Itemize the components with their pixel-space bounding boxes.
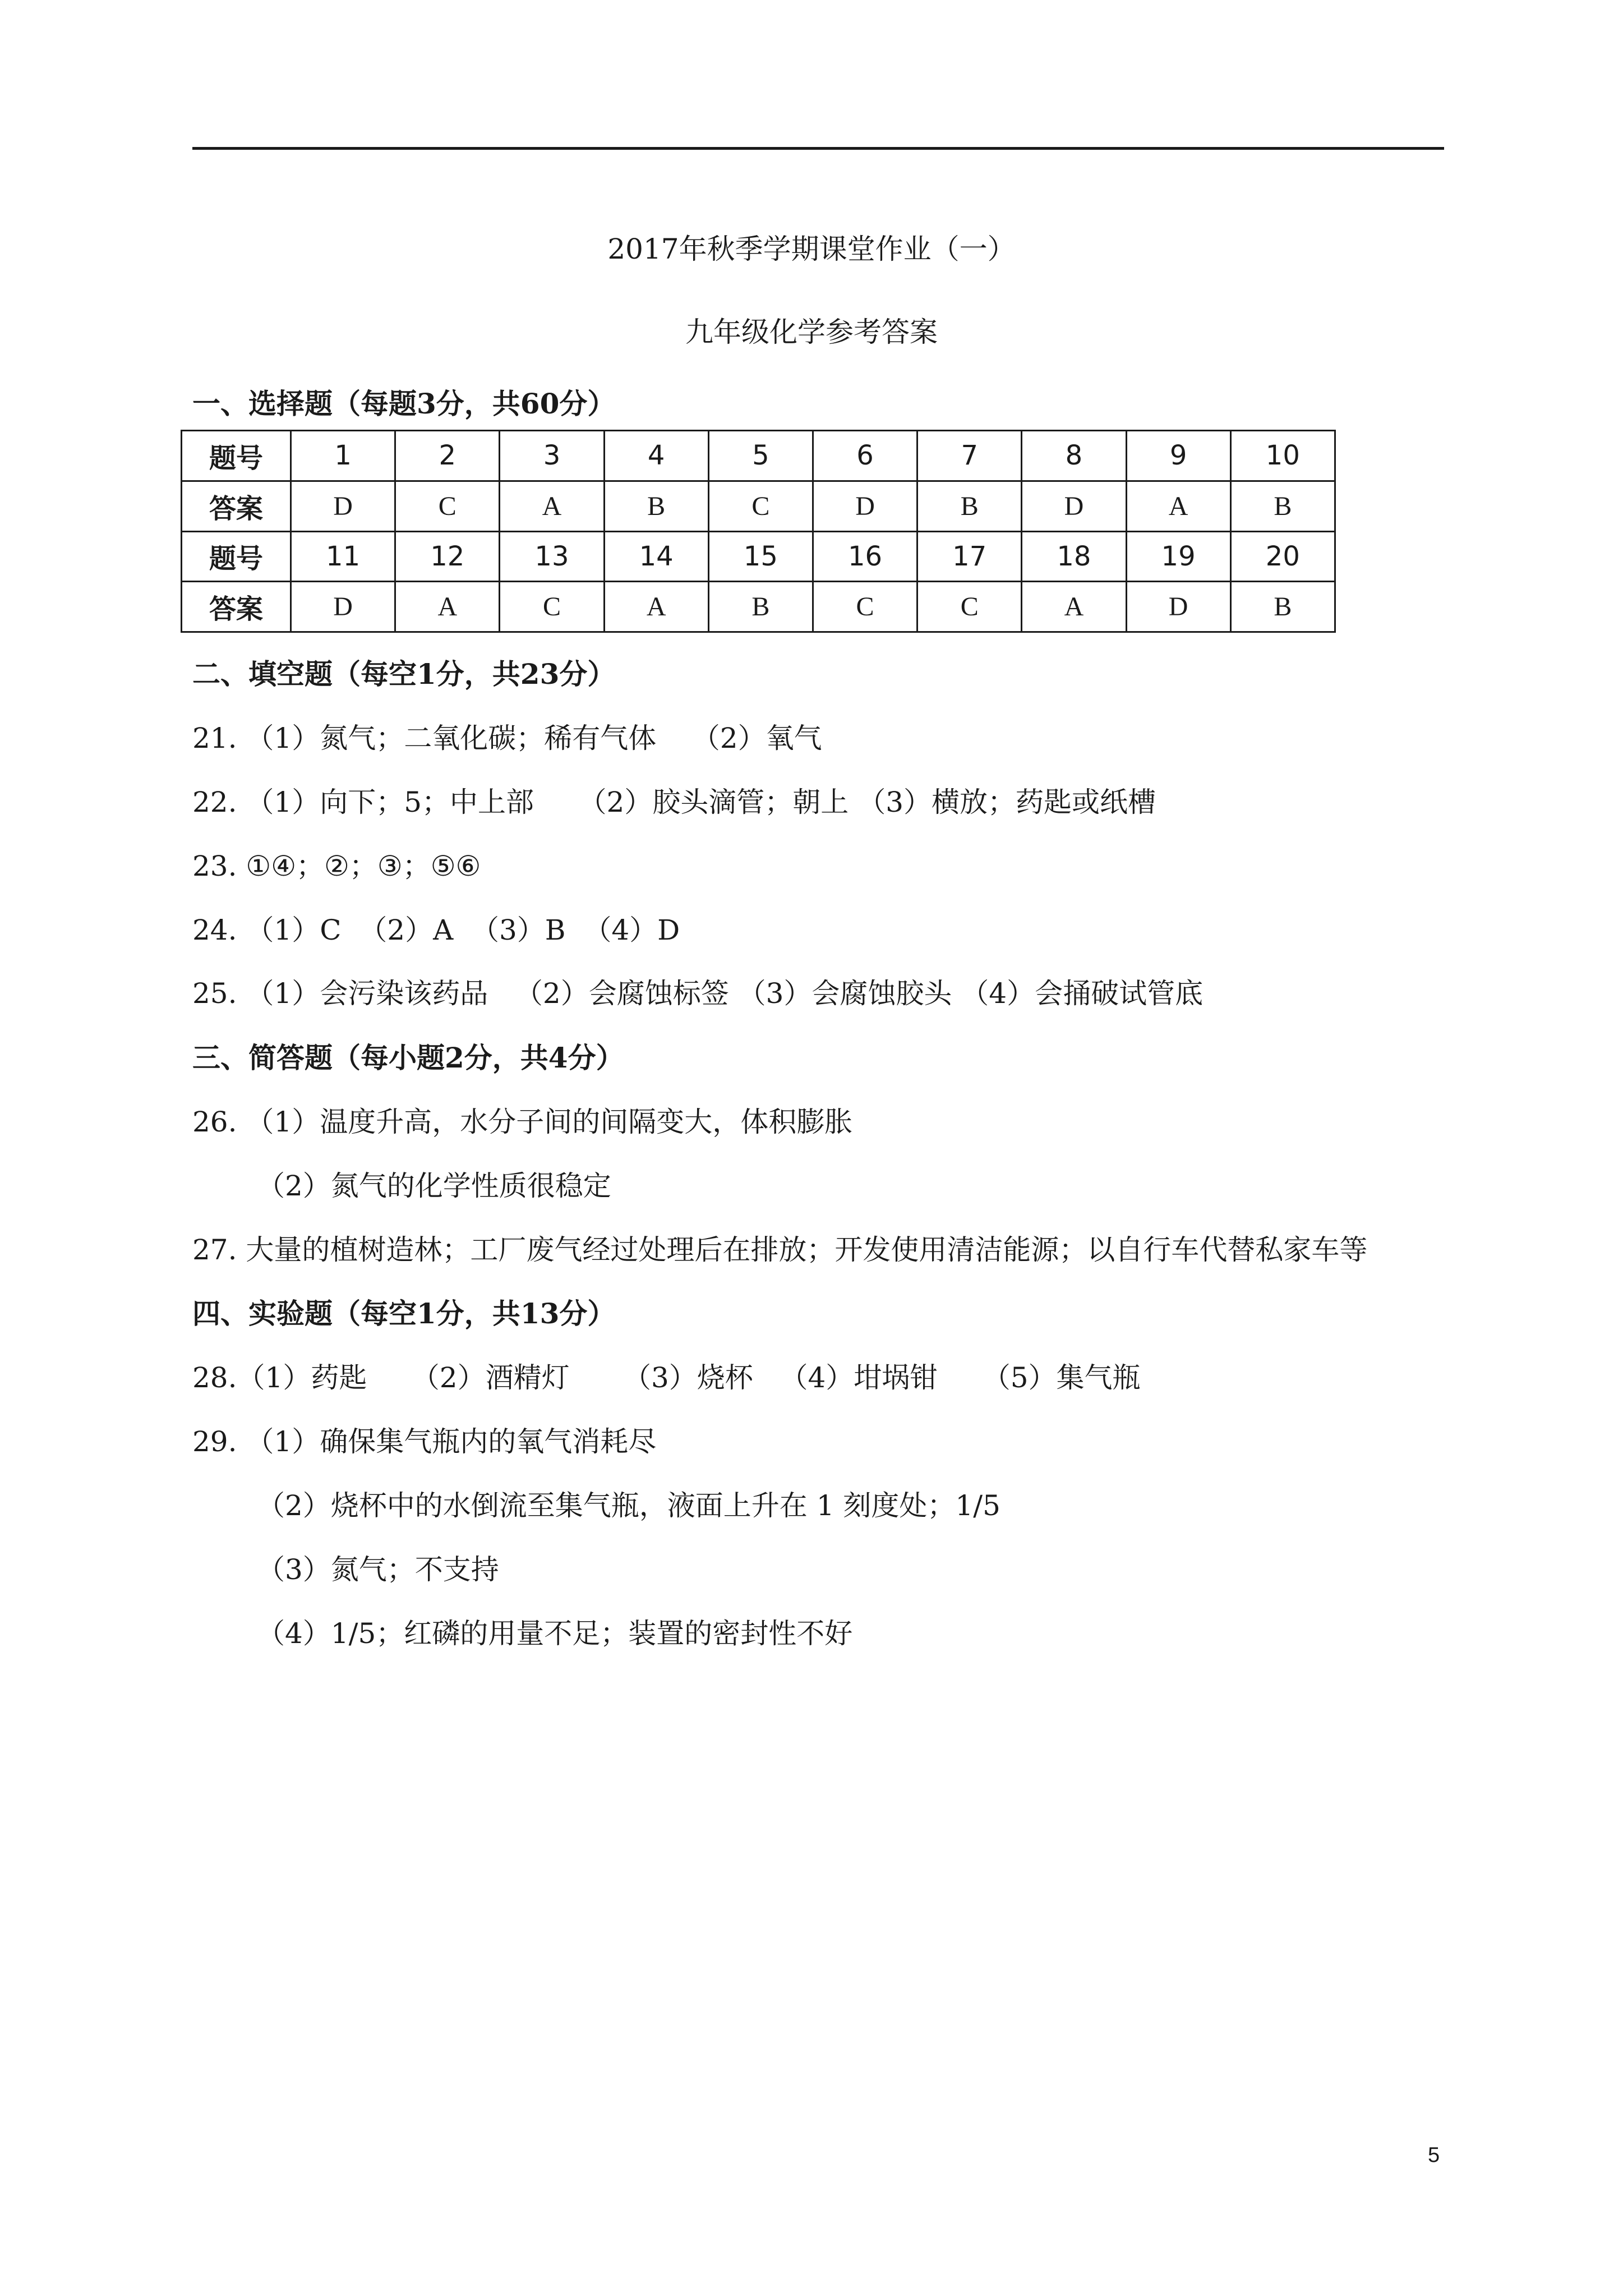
- answer-cell: C: [500, 582, 604, 632]
- answer-cell: C: [917, 582, 1022, 632]
- document-title: 2017年秋季学期课堂作业（一）: [607, 233, 1016, 265]
- question-number-cell: 14: [604, 531, 708, 582]
- question-number-cell: 3: [500, 431, 604, 481]
- answer-line-24: 24. （1）C （2）A （3）B （4）D: [192, 914, 680, 946]
- table-row-answers-1: [182, 481, 1335, 531]
- header-rule: [192, 147, 1444, 150]
- row-label-answer: 答案: [182, 582, 291, 632]
- answer-cell: A: [1022, 582, 1126, 632]
- answer-cell: B: [917, 481, 1022, 531]
- section-heading-fill-blank: 二、填空题（每空1分，共23分）: [192, 657, 616, 691]
- question-number-cell: 15: [708, 531, 813, 582]
- answer-cell: B: [604, 481, 708, 531]
- answer-cell: D: [813, 481, 917, 531]
- answer-cell: A: [1126, 481, 1230, 531]
- row-label-number: 题号: [182, 431, 291, 481]
- answer-line-27: 27. 大量的植树造林；工厂废气经过处理后在排放；开发使用清洁能源；以自行车代替私家车等: [192, 1234, 1368, 1266]
- answer-cell: A: [500, 481, 604, 531]
- answer-cell: A: [604, 582, 708, 632]
- question-number-cell: 7: [917, 431, 1022, 481]
- answer-cell: B: [1230, 481, 1335, 531]
- document-subtitle: 九年级化学参考答案: [685, 316, 938, 348]
- question-number-cell: 19: [1126, 531, 1230, 582]
- question-number-cell: 13: [500, 531, 604, 582]
- answer-line-23: 23. ①④；②；③；⑤⑥: [192, 850, 481, 882]
- answer-line-25: 25. （1）会污染该药品 （2）会腐蚀标签 （3）会腐蚀胶头 （4）会捅破试管底: [192, 977, 1204, 1010]
- question-number-cell: 5: [708, 431, 813, 481]
- answer-cell: D: [291, 481, 395, 531]
- question-number-cell: 6: [813, 431, 917, 481]
- section-heading-choice: 一、选择题（每题3分，共60分）: [192, 387, 616, 420]
- answer-table: [181, 430, 1336, 633]
- answer-line-21: 21. （1）氮气；二氧化碳；稀有气体 （2）氧气: [192, 722, 822, 754]
- answer-line-29-3: （3）氮气；不支持: [257, 1553, 499, 1586]
- answer-cell: D: [1022, 481, 1126, 531]
- answer-line-29-1: 29. （1）确保集气瓶内的氧气消耗尽: [192, 1425, 657, 1458]
- answer-line-26-2: （2）氮气的化学性质很稳定: [257, 1170, 611, 1202]
- table-row-answers-2: [182, 582, 1335, 632]
- table-row-numbers-2: [182, 531, 1335, 582]
- answer-line-22: 22. （1）向下；5；中上部 （2）胶头滴管；朝上 （3）横放；药匙或纸槽: [192, 786, 1156, 818]
- answer-cell: A: [395, 582, 500, 632]
- answer-line-26-1: 26. （1）温度升高，水分子间的间隔变大，体积膨胀: [192, 1106, 853, 1138]
- row-label-number: 题号: [182, 531, 291, 582]
- table-row-numbers-1: [182, 431, 1335, 481]
- section-heading-experiment: 四、实验题（每空1分，共13分）: [192, 1297, 616, 1330]
- question-number-cell: 11: [291, 531, 395, 582]
- question-number-cell: 2: [395, 431, 500, 481]
- answer-cell: D: [1126, 582, 1230, 632]
- question-number-cell: 16: [813, 531, 917, 582]
- question-number-cell: 8: [1022, 431, 1126, 481]
- question-number-cell: 9: [1126, 431, 1230, 481]
- question-number-cell: 1: [291, 431, 395, 481]
- answer-cell: B: [708, 582, 813, 632]
- row-label-answer: 答案: [182, 481, 291, 531]
- question-number-cell: 18: [1022, 531, 1126, 582]
- question-number-cell: 17: [917, 531, 1022, 582]
- answer-cell: D: [291, 582, 395, 632]
- question-number-cell: 20: [1230, 531, 1335, 582]
- answer-cell: C: [708, 481, 813, 531]
- answer-line-28: 28.（1）药匙 （2）酒精灯 （3）烧杯 （4）坩埚钳 （5）集气瓶: [192, 1361, 1141, 1394]
- answer-cell: B: [1230, 582, 1335, 632]
- question-number-cell: 4: [604, 431, 708, 481]
- answer-cell: C: [813, 582, 917, 632]
- answer-line-29-4: （4）1/5；红磷的用量不足；装置的密封性不好: [257, 1617, 853, 1650]
- question-number-cell: 10: [1230, 431, 1335, 481]
- answer-cell: C: [395, 481, 500, 531]
- page-number: 5: [1428, 2143, 1440, 2167]
- answer-line-29-2: （2）烧杯中的水倒流至集气瓶，液面上升在 1 刻度处；1/5: [257, 1489, 1000, 1522]
- section-heading-short-answer: 三、简答题（每小题2分，共4分）: [192, 1041, 624, 1074]
- question-number-cell: 12: [395, 531, 500, 582]
